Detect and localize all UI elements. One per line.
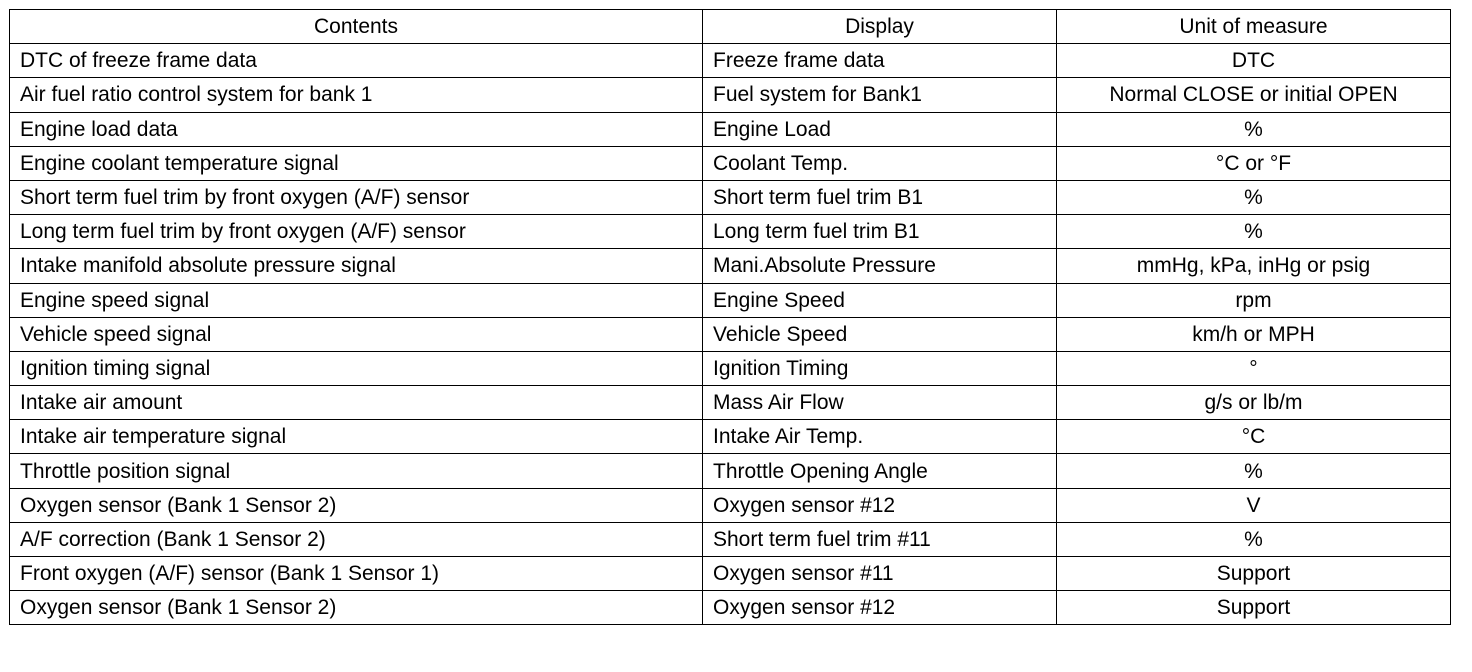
freeze-frame-data-table <box>9 9 1451 625</box>
table-row <box>10 386 1451 420</box>
table-row <box>10 112 1451 146</box>
table-row <box>10 146 1451 180</box>
table-row <box>10 249 1451 283</box>
cell-contents: Short term fuel trim by front oxygen (A/F) sensor <box>10 180 703 214</box>
cell-unit: Support <box>1057 557 1451 591</box>
cell-unit: Normal CLOSE or initial OPEN <box>1057 78 1451 112</box>
table-row <box>10 317 1451 351</box>
cell-display: Coolant Temp. <box>703 146 1057 180</box>
cell-unit: °C or °F <box>1057 146 1451 180</box>
cell-unit: rpm <box>1057 283 1451 317</box>
cell-unit: % <box>1057 180 1451 214</box>
cell-contents: Oxygen sensor (Bank 1 Sensor 2) <box>10 488 703 522</box>
cell-contents: A/F correction (Bank 1 Sensor 2) <box>10 522 703 556</box>
cell-display: Engine Load <box>703 112 1057 146</box>
cell-display: Short term fuel trim #11 <box>703 522 1057 556</box>
table-header-row <box>10 10 1451 44</box>
cell-unit: % <box>1057 112 1451 146</box>
table-row <box>10 44 1451 78</box>
cell-contents: Oxygen sensor (Bank 1 Sensor 2) <box>10 591 703 625</box>
cell-contents: Intake air temperature signal <box>10 420 703 454</box>
cell-contents: Intake manifold absolute pressure signal <box>10 249 703 283</box>
cell-contents: Engine speed signal <box>10 283 703 317</box>
cell-contents: Engine coolant temperature signal <box>10 146 703 180</box>
cell-display: Long term fuel trim B1 <box>703 215 1057 249</box>
table-row <box>10 522 1451 556</box>
cell-contents: Throttle position signal <box>10 454 703 488</box>
cell-display: Oxygen sensor #12 <box>703 591 1057 625</box>
cell-unit: °C <box>1057 420 1451 454</box>
cell-display: Throttle Opening Angle <box>703 454 1057 488</box>
cell-unit: % <box>1057 215 1451 249</box>
cell-contents: Intake air amount <box>10 386 703 420</box>
cell-display: Vehicle Speed <box>703 317 1057 351</box>
cell-contents: Front oxygen (A/F) sensor (Bank 1 Sensor 1) <box>10 557 703 591</box>
table-body <box>10 44 1451 625</box>
table-row <box>10 420 1451 454</box>
cell-unit: ° <box>1057 351 1451 385</box>
cell-unit: V <box>1057 488 1451 522</box>
cell-contents: Engine load data <box>10 112 703 146</box>
cell-display: Oxygen sensor #11 <box>703 557 1057 591</box>
cell-contents: Long term fuel trim by front oxygen (A/F) sensor <box>10 215 703 249</box>
header-unit-of-measure: Unit of measure <box>1057 10 1451 44</box>
table-row <box>10 591 1451 625</box>
cell-contents: Ignition timing signal <box>10 351 703 385</box>
cell-display: Freeze frame data <box>703 44 1057 78</box>
table-row <box>10 557 1451 591</box>
cell-contents: DTC of freeze frame data <box>10 44 703 78</box>
table-row <box>10 454 1451 488</box>
header-contents: Contents <box>10 10 703 44</box>
cell-display: Mass Air Flow <box>703 386 1057 420</box>
cell-contents: Air fuel ratio control system for bank 1 <box>10 78 703 112</box>
cell-display: Fuel system for Bank1 <box>703 78 1057 112</box>
cell-display: Ignition Timing <box>703 351 1057 385</box>
cell-unit: % <box>1057 454 1451 488</box>
table-row <box>10 78 1451 112</box>
table-row <box>10 488 1451 522</box>
cell-unit: km/h or MPH <box>1057 317 1451 351</box>
cell-unit: g/s or lb/m <box>1057 386 1451 420</box>
table-row <box>10 351 1451 385</box>
cell-unit: Support <box>1057 591 1451 625</box>
table-row <box>10 215 1451 249</box>
cell-display: Engine Speed <box>703 283 1057 317</box>
header-display: Display <box>703 10 1057 44</box>
cell-unit: % <box>1057 522 1451 556</box>
cell-unit: DTC <box>1057 44 1451 78</box>
cell-display: Short term fuel trim B1 <box>703 180 1057 214</box>
cell-display: Oxygen sensor #12 <box>703 488 1057 522</box>
table-row <box>10 180 1451 214</box>
table-row <box>10 283 1451 317</box>
cell-contents: Vehicle speed signal <box>10 317 703 351</box>
cell-display: Intake Air Temp. <box>703 420 1057 454</box>
cell-display: Mani.Absolute Pressure <box>703 249 1057 283</box>
cell-unit: mmHg, kPa, inHg or psig <box>1057 249 1451 283</box>
